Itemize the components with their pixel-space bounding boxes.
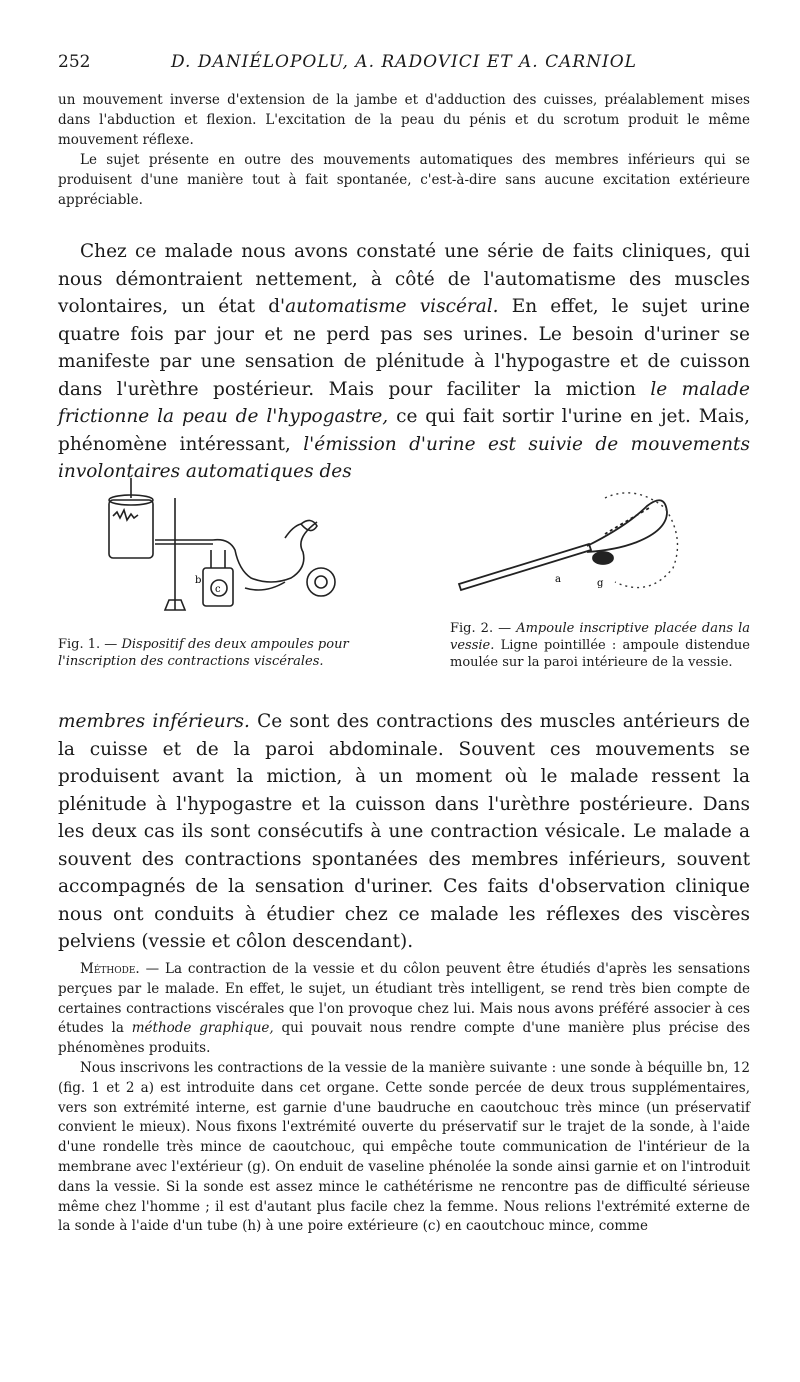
text: — La contraction de la vessie et du côlon peuvent être étudiés d'après les sensations perçues par le malade. En effet, le sujet, un étudiant très intelligent, se rend très bien compte de certaines contractions viscérales que l'on provoque chez lui. Mais nous avons préféré associer à ces études la <box>58 961 750 1037</box>
caption-text: Ampoule inscriptive placée dans la vessie. <box>450 621 751 653</box>
body-paragraph-3 <box>58 238 750 486</box>
figure-label: Fig. 1. <box>58 637 101 652</box>
emphasis: l'émission d'urine est suivie de mouvements involontaires automatiques des <box>58 433 750 482</box>
emphasis: automatisme viscéral. <box>285 296 499 317</box>
text: En effet, le sujet urine quatre fois par jour et ne perd pas ses urines. Le besoin d'uriner se manifeste par une sensation de plénitude à l'hypogastre et de cuisson dans l'urèthre postérieur. Mais pour faciliter la miction <box>58 296 751 400</box>
figure-label: Fig. 2. <box>450 621 494 636</box>
figure-letter-b: b <box>195 575 202 586</box>
paragraph <box>58 960 750 1059</box>
figure-letter-c: c <box>215 584 221 595</box>
paragraph: un mouvement inverse d'extension de la jambe et d'adduction des cuisses, préalablement mises dans l'abduction et flexion. L'excitation de la peau du pénis et du scrotum produit le même mouvement réflexe. <box>58 92 750 148</box>
figure-letter-g: g <box>597 578 604 589</box>
figure-1-caption <box>58 636 376 670</box>
dash: — <box>493 621 517 636</box>
text: qui pouvait nous rendre compte d'une manière plus précise des phénomènes produits. <box>58 1020 750 1057</box>
page-number: 252 <box>58 52 91 72</box>
paragraph: Le sujet présente en outre des mouvements automatiques des membres inférieurs qui se produisent d'une manière tout à fait spontanée, c'est-à-dire sans aucune excitation extérieure appréciable. <box>58 152 750 208</box>
figure-2-caption <box>450 620 750 671</box>
paragraph: Nous inscrivons les contractions de la vessie de la manière suivante : une sonde à béquille bn, 12 (fig. 1 et 2 a) est introduite dans cet organe. Cette sonde percée de deux trous supplémentaires, vers son extrémité interne, est garnie d'une baudruche en caoutchouc très mince (un préservatif convient le mieux). Nous fixons l'extrémité ouverte du préservatif sur le trajet de la sonde, à l'aide d'une rondelle très mince de caoutchouc, qui empêche toute communication de l'intérieur de la membrane avec l'extérieur (g). On enduit de vaseline phénolée la sonde ainsi garnie et on l'introduit dans la vessie. Si la sonde est assez mince le cathétérisme ne rencontre pas de difficulté sérieuse même chez l'homme ; il est d'autant plus facile chez la femme. Nous relions l'extrémité externe de la sonde à l'aide d'un tube (h) à une poire extérieure (c) en caoutchouc mince, comme <box>58 1059 750 1235</box>
figure-letter-a: a <box>555 574 561 585</box>
caption-text: Ligne pointillée : ampoule distendue moulée sur la paroi intérieure de la vessie. <box>450 638 750 670</box>
running-title: D. DANIÉLOPOLU, A. RADOVICI ET A. CARNIOL <box>171 52 637 72</box>
text: Ce sont des contractions des muscles antérieurs de la cuisse et de la paroi abdominale. Souvent ces mouvements se produisent avant la miction, à un moment où le malade ressent la plénitude à l'hypogastre et la cuisson dans l'urèthre postérieure. Dans les deux cas ils sont consécutifs à une contraction vésicale. Le malade a souvent des contractions spontanées des membres inférieurs, souvent accompagnés de la sensation d'uriner. Ces faits d'observation clinique nous ont conduits à étudier chez ce malade les réflexes des viscères pelviens (vessie et côlon descendant). <box>58 711 750 952</box>
emphasis: membres inférieurs. <box>58 711 250 732</box>
figure-2-bladder <box>455 488 705 608</box>
methode-block <box>58 960 750 1237</box>
intro-block <box>58 90 750 210</box>
caption-text: Dispositif des deux ampoules pour l'inscription des contractions viscérales. <box>58 637 349 669</box>
emphasis: méthode graphique, <box>131 1020 274 1037</box>
emphasis: le malade frictionne la peau de l'hypogastre, <box>58 378 750 427</box>
section-label: Méthode. <box>80 961 140 977</box>
page-header <box>58 52 750 76</box>
text: ce qui fait sortir l'urine en jet. Mais, phénomène intéressant, <box>58 406 750 455</box>
figure-1-apparatus <box>95 478 345 618</box>
dash: — <box>100 637 122 652</box>
body-paragraph-4 <box>58 708 750 956</box>
text: Chez ce malade nous avons constaté une série de faits cliniques, qui nous démontraient nettement, à côté de l'automatisme des muscles volontaires, un état d' <box>58 241 750 317</box>
